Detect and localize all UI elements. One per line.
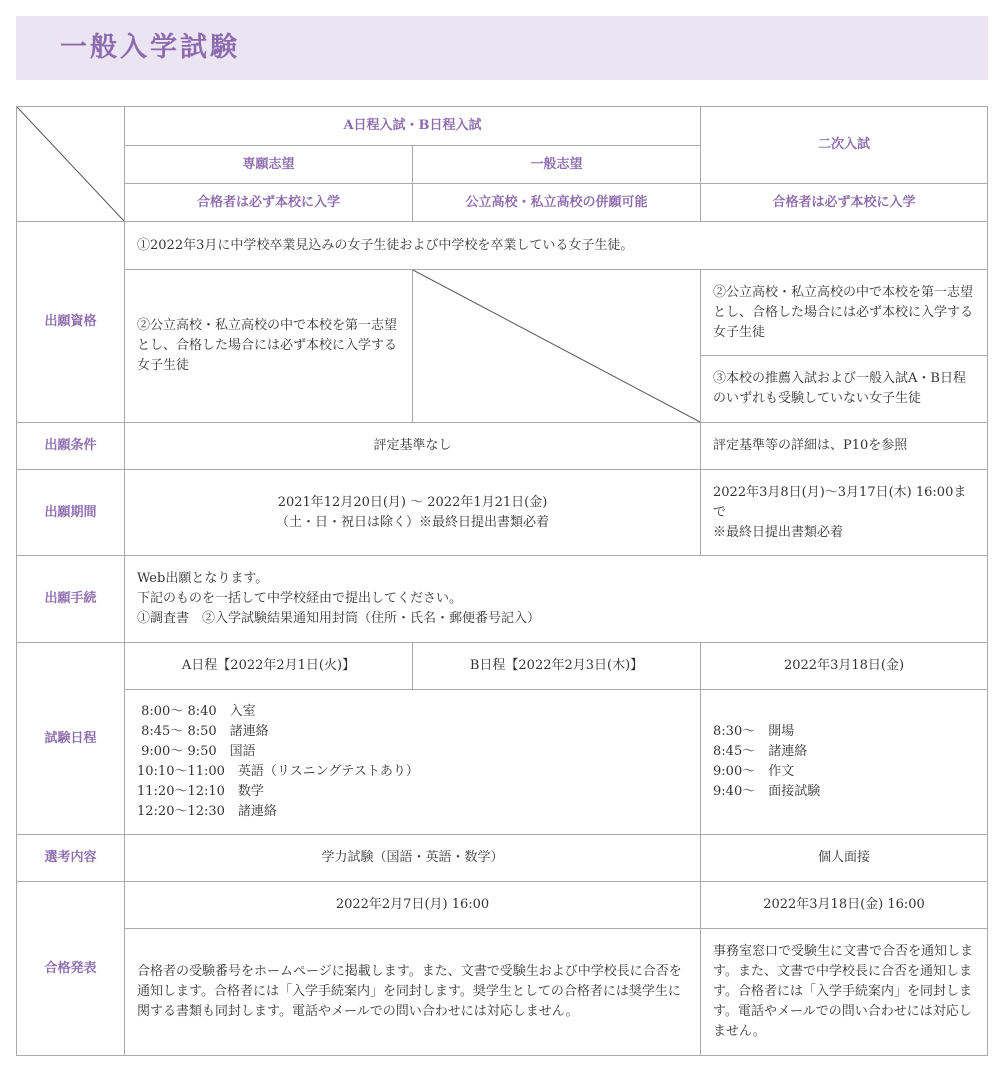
schedule-item: 8:00～ 8:40 入室 (137, 704, 256, 719)
schedule-item: 8:45～ 諸連絡 (713, 744, 808, 759)
schedule-item: 9:40～ 面接試験 (713, 784, 821, 799)
schedule-item: 9:00～ 9:50 国語 (137, 744, 256, 759)
period-ab-line2: （土・日・祝日は除く）※最終日提出書類必着 (276, 514, 550, 530)
row-label-result: 合格発表 (17, 882, 125, 1056)
corner-diagonal-cell (17, 107, 125, 222)
schedule-b-date: B日程【2022年2月3日(木)】 (413, 643, 701, 690)
header-ippan: 一般志望 (413, 146, 701, 184)
procedure-text (125, 556, 988, 643)
header-second-exam: 二次入試 (701, 107, 988, 184)
qualification-ippan-empty (413, 270, 701, 423)
period-second-line2: ※最終日提出書類必着 (713, 524, 844, 540)
qualification-sengan: ②公立高校・私立高校の中で本校を第一志望とし、合格した場合には必ず本校に入学する女子生徒 (125, 270, 413, 423)
period-ab-line1: 2021年12月20日(月) ～ 2022年1月21日(金) (277, 494, 548, 510)
header-second-note: 合格者は必ず本校に入学 (701, 184, 988, 222)
condition-ab: 評定基準なし (125, 423, 701, 470)
row-label-condition: 出願条件 (17, 423, 125, 470)
page-title: 一般入学試験 (60, 32, 240, 63)
result-ab-date: 2022年2月7日(月) 16:00 (125, 882, 701, 929)
period-ab (125, 470, 701, 556)
schedule-second-date: 2022年3月18日(金) (701, 643, 988, 690)
schedule-item: 10:10～11:00 英語（リスニングテストあり） (137, 764, 419, 779)
result-second-date: 2022年3月18日(金) 16:00 (701, 882, 988, 929)
schedule-a-date: A日程【2022年2月1日(火)】 (125, 643, 413, 690)
row-label-period: 出願期間 (17, 470, 125, 556)
diagonal-line (413, 270, 700, 422)
header-ippan-note: 公立高校・私立高校の併願可能 (413, 184, 701, 222)
row-label-qualification: 出願資格 (17, 222, 125, 423)
schedule-item: 9:00～ 作文 (713, 764, 795, 779)
schedule-second-times (701, 690, 988, 835)
condition-second: 評定基準等の詳細は、P10を参照 (701, 423, 988, 470)
qualification-second-a: ②公立高校・私立高校の中で本校を第一志望とし、合格した場合には必ず本校に入学する女子生徒 (701, 270, 988, 356)
diagonal-line (17, 107, 124, 221)
schedule-item: 8:45～ 8:50 諸連絡 (137, 724, 269, 739)
procedure-line3: ①調査書 ②入学試験結果通知用封筒（住所・氏名・郵便番号記入） (137, 611, 541, 626)
header-sengan-note: 合格者は必ず本校に入学 (125, 184, 413, 222)
header-sengan: 専願志望 (125, 146, 413, 184)
result-ab-text: 合格者の受験番号をホームページに掲載します。また、文書で受験生および中学校長に合否を通知します。合格者には「入学手続案内」を同封します。奨学生としての合格者には奨学生に関する書類も同封します。電話やメールでの問い合わせには対応しません。 (125, 929, 701, 1056)
procedure-line2: 下記のものを一括して中学校経由で提出してください。 (137, 591, 463, 606)
period-second (701, 470, 988, 556)
schedule-item: 11:20～12:10 数学 (137, 784, 264, 799)
schedule-ab-times (125, 690, 701, 835)
result-second-text: 事務室窓口で受験生に文書で合否を通知します。また、文書で中学校長に合否を通知します。合格者には「入学手続案内」を同封します。電話やメールでの問い合わせには対応しません。 (701, 929, 988, 1056)
row-label-selection: 選考内容 (17, 835, 125, 882)
header-ab-exam: A日程入試・B日程入試 (125, 107, 701, 146)
row-label-schedule: 試験日程 (17, 643, 125, 835)
exam-table (16, 106, 988, 1056)
schedule-item: 8:30～ 開場 (713, 724, 795, 739)
selection-ab: 学力試験（国語・英語・数学） (125, 835, 701, 882)
procedure-line1: Web出願となります。 (137, 571, 269, 586)
selection-second: 個人面接 (701, 835, 988, 882)
qualification-second-b: ③本校の推薦入試および一般入試A・B日程のいずれも受験していない女子生徒 (701, 356, 988, 423)
schedule-item: 12:20～12:30 諸連絡 (137, 804, 277, 819)
page-title-bar (16, 16, 988, 80)
qualification-common: ①2022年3月に中学校卒業見込みの女子生徒および中学校を卒業している女子生徒。 (125, 222, 988, 270)
row-label-procedure: 出願手続 (17, 556, 125, 643)
period-second-line1: 2022年3月8日(月)～3月17日(木) 16:00まで (713, 484, 967, 520)
